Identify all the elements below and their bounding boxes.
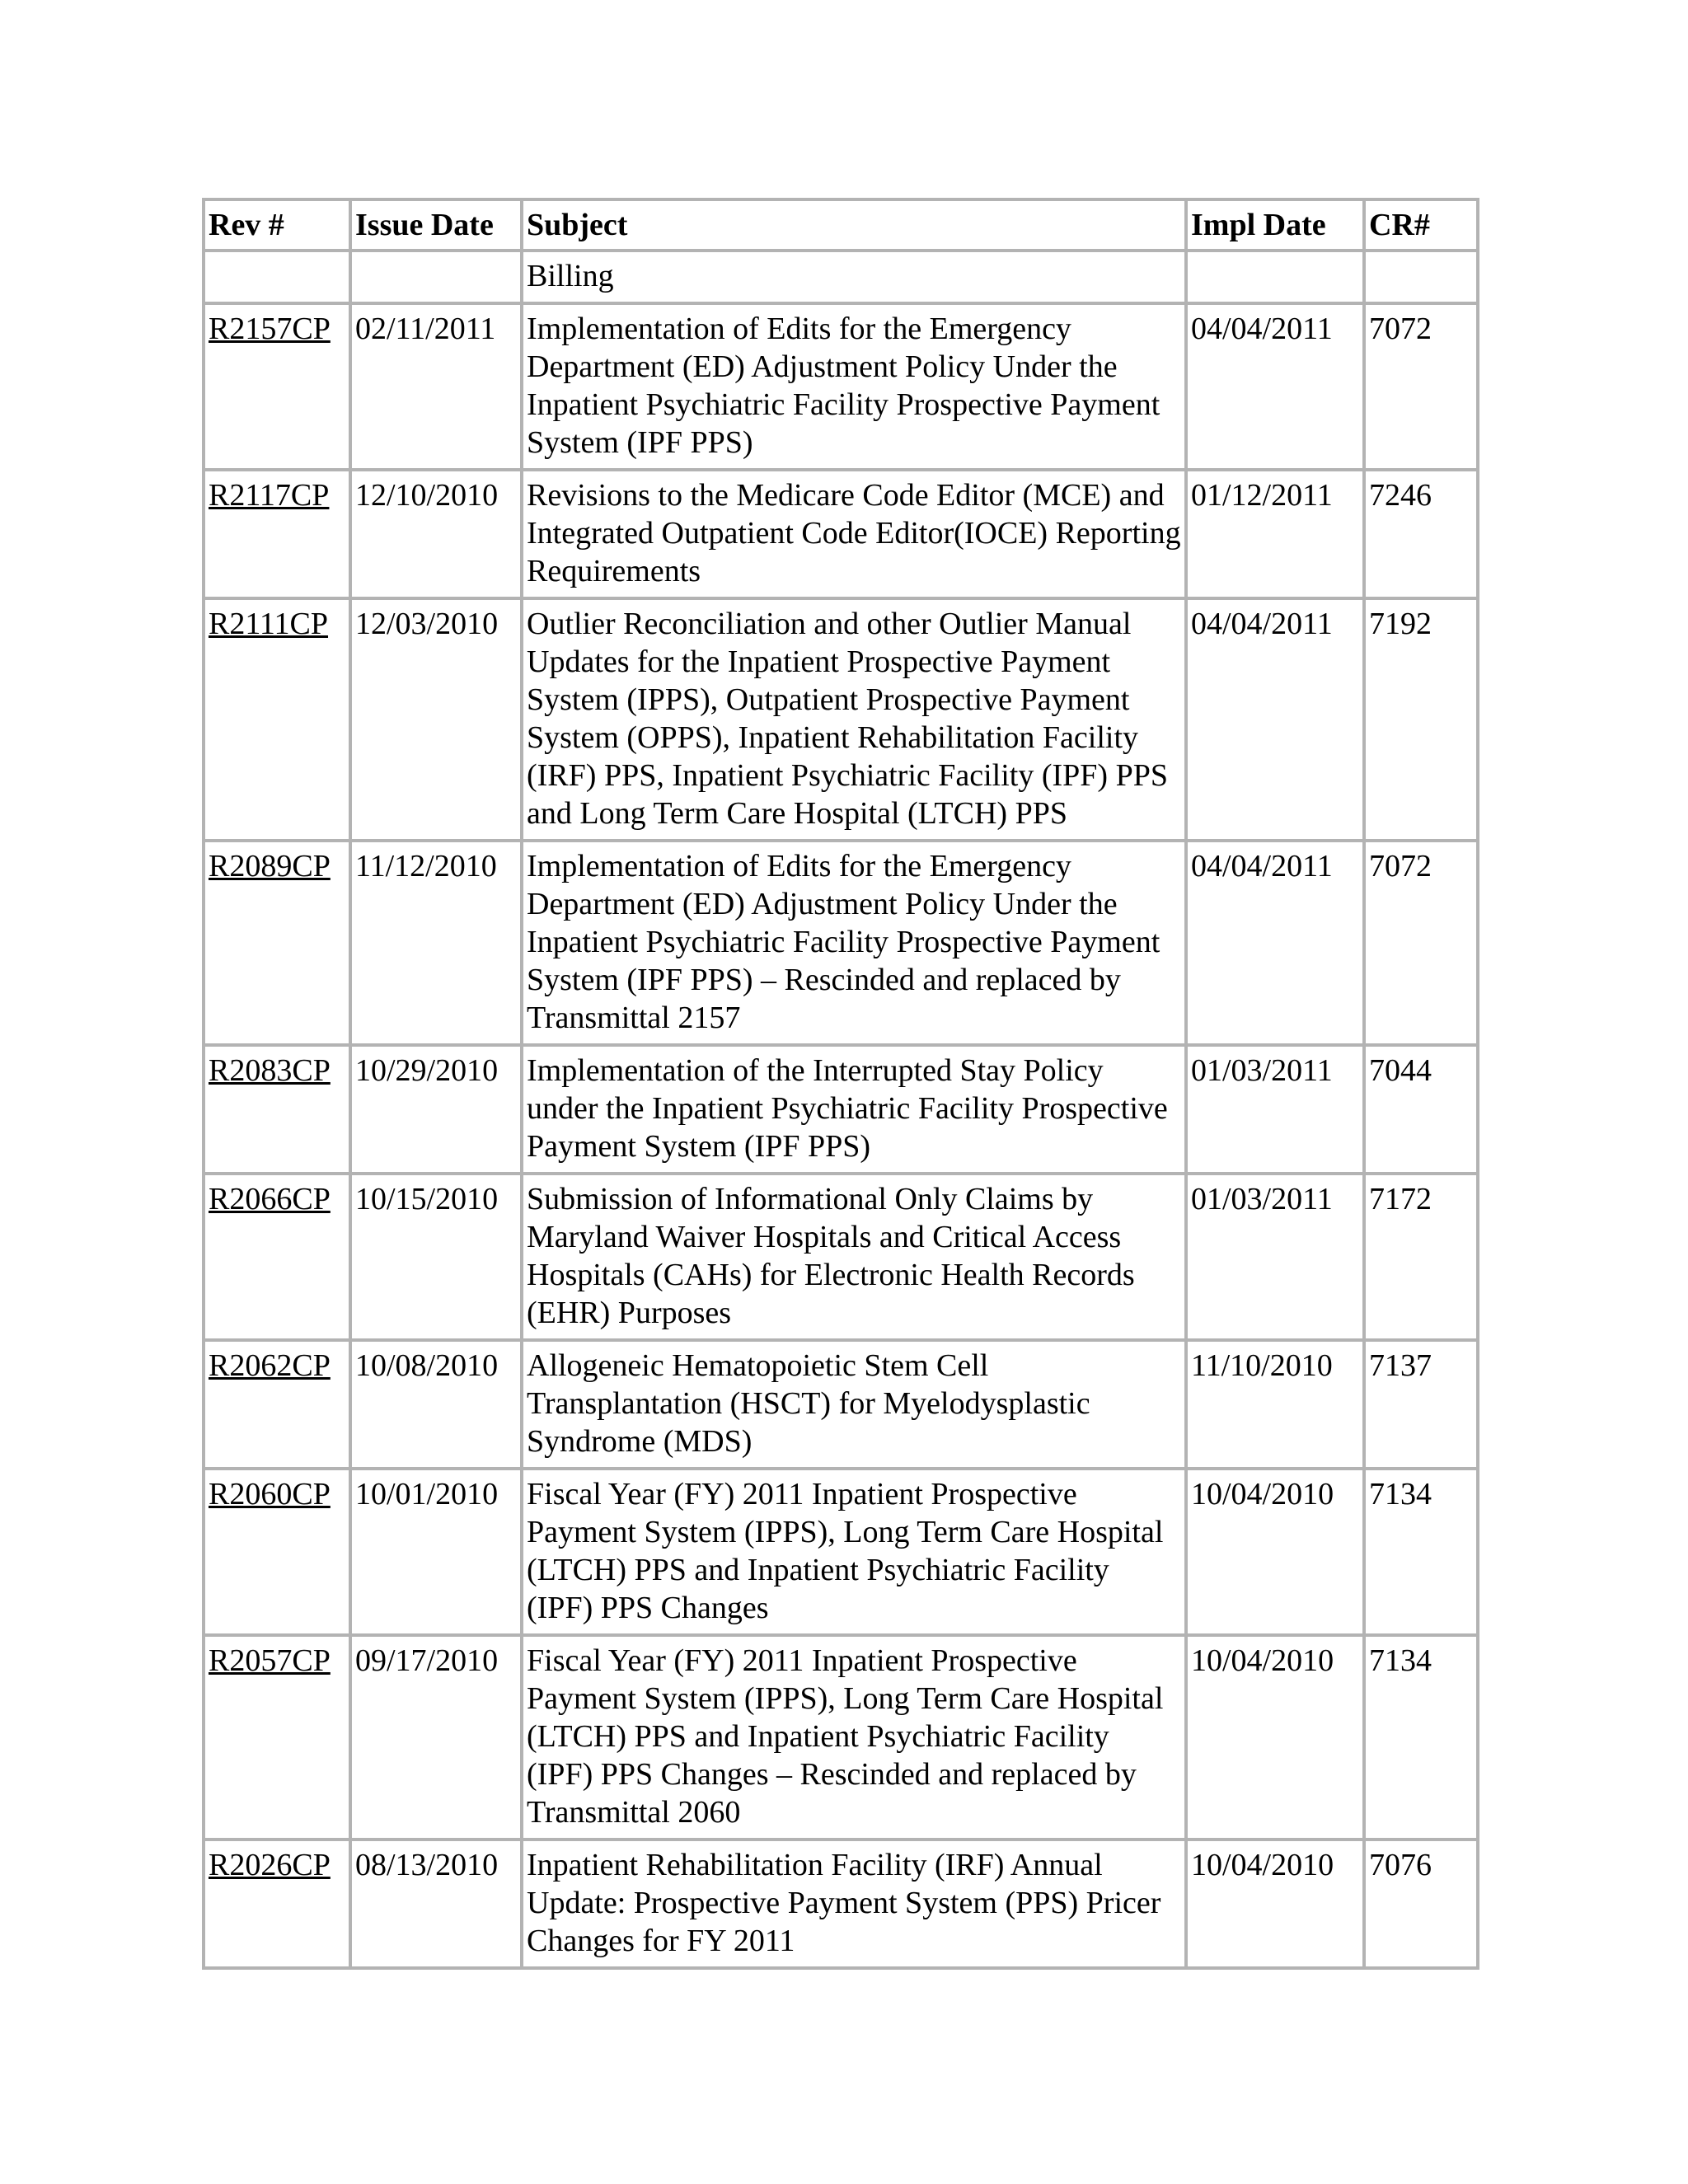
impl-date-cell: 10/04/2010 [1186, 1469, 1364, 1635]
cr-cell: 7072 [1364, 841, 1478, 1045]
header-cr: CR# [1364, 199, 1478, 251]
subject-cell: Fiscal Year (FY) 2011 Inpatient Prospective Payment System (IPPS), Long Term Care Hospital (LTCH) PPS and Inpatient Psychiatric Facility (IPF) PPS Changes [522, 1469, 1186, 1635]
issue-date-cell: 08/13/2010 [350, 1840, 522, 1968]
issue-date-cell: 10/15/2010 [350, 1174, 522, 1340]
rev-link[interactable]: R2089CP [204, 841, 350, 1045]
table-header [204, 199, 1478, 251]
subject-cell: Implementation of the Interrupted Stay Policy under the Inpatient Psychiatric Facility Prospective Payment System (IPF PPS) [522, 1045, 1186, 1174]
subject-cell: Inpatient Rehabilitation Facility (IRF) Annual Update: Prospective Payment System (PPS) Pricer Changes for FY 2011 [522, 1840, 1186, 1968]
subject-cell: Outlier Reconciliation and other Outlier Manual Updates for the Inpatient Prospective Payment System (IPPS), Outpatient Prospective Payment System (OPPS), Inpatient Rehabilitation Facility (IRF) PPS, Inpatient Psychiatric Facility (IPF) PPS and Long Term Care Hospital (LTCH) PPS [522, 598, 1186, 841]
cr-cell: 7134 [1364, 1469, 1478, 1635]
cr-cell: 7172 [1364, 1174, 1478, 1340]
table-row [204, 1174, 1478, 1340]
rev-link [204, 251, 350, 303]
issue-date-cell: 12/10/2010 [350, 470, 522, 598]
impl-date-cell: 10/04/2010 [1186, 1840, 1364, 1968]
subject-cell: Implementation of Edits for the Emergency Department (ED) Adjustment Policy Under the Inpatient Psychiatric Facility Prospective Payment System (IPF PPS) – Rescinded and replaced by Transmittal 2157 [522, 841, 1186, 1045]
cr-cell: 7072 [1364, 303, 1478, 470]
subject-cell: Revisions to the Medicare Code Editor (MCE) and Integrated Outpatient Code Editor(IOCE) Reporting Requirements [522, 470, 1186, 598]
table-row [204, 303, 1478, 470]
issue-date-cell: 11/12/2010 [350, 841, 522, 1045]
subject-cell: Submission of Informational Only Claims by Maryland Waiver Hospitals and Critical Access Hospitals (CAHs) for Electronic Health Records (EHR) Purposes [522, 1174, 1186, 1340]
table-row [204, 1045, 1478, 1174]
table-row [204, 251, 1478, 303]
cr-cell: 7137 [1364, 1340, 1478, 1469]
header-rev: Rev # [204, 199, 350, 251]
issue-date-cell: 09/17/2010 [350, 1635, 522, 1840]
issue-date-cell: 10/29/2010 [350, 1045, 522, 1174]
impl-date-cell: 10/04/2010 [1186, 1635, 1364, 1840]
header-row [204, 199, 1478, 251]
impl-date-cell: 11/10/2010 [1186, 1340, 1364, 1469]
cr-cell: 7134 [1364, 1635, 1478, 1840]
impl-date-cell: 04/04/2011 [1186, 598, 1364, 841]
cr-cell [1364, 251, 1478, 303]
impl-date-cell [1186, 251, 1364, 303]
table-body [204, 251, 1478, 1968]
rev-link[interactable]: R2062CP [204, 1340, 350, 1469]
impl-date-cell: 01/03/2011 [1186, 1045, 1364, 1174]
rev-link[interactable]: R2111CP [204, 598, 350, 841]
impl-date-cell: 04/04/2011 [1186, 841, 1364, 1045]
table-row [204, 598, 1478, 841]
cr-cell: 7076 [1364, 1840, 1478, 1968]
table-row [204, 1469, 1478, 1635]
rev-link[interactable]: R2066CP [204, 1174, 350, 1340]
table-row [204, 470, 1478, 598]
rev-link[interactable]: R2083CP [204, 1045, 350, 1174]
issue-date-cell: 12/03/2010 [350, 598, 522, 841]
cr-cell: 7044 [1364, 1045, 1478, 1174]
rev-link[interactable]: R2117CP [204, 470, 350, 598]
issue-date-cell: 02/11/2011 [350, 303, 522, 470]
revision-history-table [202, 198, 1479, 1970]
header-issue-date: Issue Date [350, 199, 522, 251]
rev-link[interactable]: R2157CP [204, 303, 350, 470]
cr-cell: 7246 [1364, 470, 1478, 598]
table-row [204, 841, 1478, 1045]
rev-link[interactable]: R2057CP [204, 1635, 350, 1840]
impl-date-cell: 01/03/2011 [1186, 1174, 1364, 1340]
impl-date-cell: 01/12/2011 [1186, 470, 1364, 598]
issue-date-cell: 10/08/2010 [350, 1340, 522, 1469]
table-row [204, 1340, 1478, 1469]
header-subject: Subject [522, 199, 1186, 251]
issue-date-cell: 10/01/2010 [350, 1469, 522, 1635]
rev-link[interactable]: R2026CP [204, 1840, 350, 1968]
cr-cell: 7192 [1364, 598, 1478, 841]
subject-cell: Allogeneic Hematopoietic Stem Cell Transplantation (HSCT) for Myelodysplastic Syndrome (MDS) [522, 1340, 1186, 1469]
table-row [204, 1840, 1478, 1968]
rev-link[interactable]: R2060CP [204, 1469, 350, 1635]
issue-date-cell [350, 251, 522, 303]
subject-cell: Billing [522, 251, 1186, 303]
subject-cell: Fiscal Year (FY) 2011 Inpatient Prospective Payment System (IPPS), Long Term Care Hospital (LTCH) PPS and Inpatient Psychiatric Facility (IPF) PPS Changes – Rescinded and replaced by Transmittal 2060 [522, 1635, 1186, 1840]
header-impl-date: Impl Date [1186, 199, 1364, 251]
subject-cell: Implementation of Edits for the Emergency Department (ED) Adjustment Policy Under the Inpatient Psychiatric Facility Prospective Payment System (IPF PPS) [522, 303, 1186, 470]
impl-date-cell: 04/04/2011 [1186, 303, 1364, 470]
table-row [204, 1635, 1478, 1840]
